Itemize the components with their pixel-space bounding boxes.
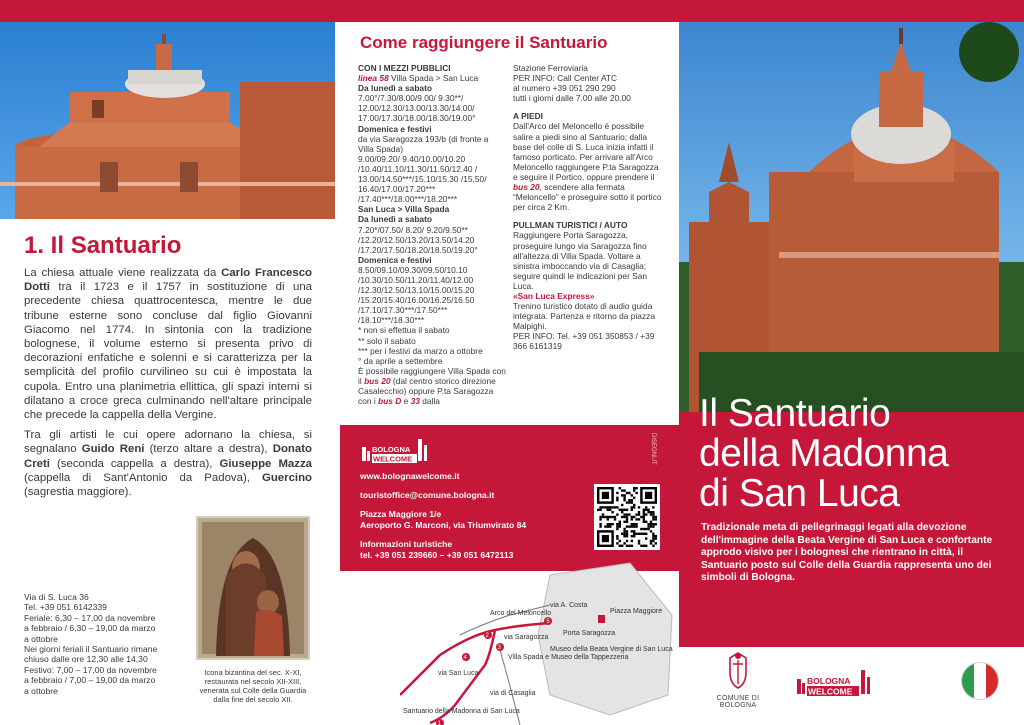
comune-label: COMUNE DI BOLOGNA: [716, 695, 760, 709]
map-marker-1: 1: [437, 721, 441, 725]
highlighted-name: Guercino: [261, 471, 312, 484]
sanctuary-dome-photo: [0, 22, 335, 219]
weekday-label: Da lunedì a sabato: [358, 83, 432, 94]
return-weekday-times: 7.20*/07.50/ 8.20/ 9.20/9.50** /12.20/12.50/13.20/13.50/14.20 /17.20/17.50/18.20/18.50/19.20°: [358, 224, 478, 255]
visitor-info-line: a ottobre: [24, 685, 58, 696]
cover-title-line-2: della Madonna: [699, 432, 949, 475]
san-luca-express-info: PER INFO: Tel. +39 051 350853 / +39 366 6161319: [513, 331, 655, 352]
line-58-destination: Villa Spada > San Luca: [388, 73, 479, 84]
panel-santuario-description: [0, 22, 340, 725]
return-weekday-label: Da lunedì a sabato: [358, 214, 432, 225]
map-label-via-costa: via A. Costa: [550, 602, 588, 609]
cover-logo-welcome: WELCOME: [808, 686, 853, 697]
station-info-line: PER INFO: Call Center ATC: [513, 73, 618, 84]
weekday-times: 7.00°/7.30/8.00/9.00/ 9.30**/ 12.00/12.30/13.00/13.30/14.00/ 17.00/17.30/18.00/18.30/19.00°: [358, 93, 476, 124]
public-transport-heading: CON I MEZZI PUBBLICI: [358, 63, 451, 73]
visitor-info-line: a febbraio / 6,30 – 19,00 da marzo: [24, 623, 156, 634]
visitor-info-block: [24, 592, 184, 696]
other-access-column: [513, 63, 663, 352]
cover-title: [699, 394, 948, 514]
text-run: È possibile raggiungere Villa Spada con il: [358, 365, 506, 386]
visitor-info-line: Feriale: 6,30 – 17,00 da novembre: [24, 612, 156, 623]
return-holiday-times: 8.50/09.10/09.30/09.50/10.10 /10.30/10.50/11.20/11.40/12.00 /12.30/12.50/13.10/15.00/15.20 /15.20/15.40/16.00/16.25/16.50 /17.10/17.30***/17.50*** /18.10***/18.30***: [358, 264, 475, 326]
website-link[interactable]: www.bolognawelcome.it: [360, 471, 460, 481]
visitor-info-line: a ottobre: [24, 633, 58, 644]
visitor-info-line: Via di S. Luca 36: [24, 592, 89, 602]
map-marker-2: 2: [485, 633, 489, 639]
station-info: [513, 63, 663, 103]
line-58-label: linea 58: [358, 73, 389, 84]
office-address-1: Piazza Maggiore 1/e: [360, 509, 442, 519]
holiday-stop: da via Saragozza 193/b (di fronte a Villa Spada): [358, 133, 489, 154]
bus-line: 33: [410, 396, 420, 407]
text-run: (cappella di Sant'Antonio da Padova),: [24, 471, 262, 484]
text-run: (dal centro storico direzione Casalecchio) oppure P.ta Saragozza con i: [358, 375, 496, 407]
map-label-arco: Arco del Meloncello: [490, 610, 552, 617]
highlighted-name: Donato Creti: [24, 443, 312, 470]
timetable-note: ** solo il sabato: [358, 335, 416, 346]
text-run: , scendere alla fermata “Meloncello” e proseguire sotto il portico per circa 2 Km.: [513, 182, 662, 213]
icon-caption: Icona bizantina del sec. X-XI, restaurata nel secolo XII-XIII, venerata sul Colle della Guardia dalla fine del secolo XII.: [199, 668, 307, 704]
visitor-info-line: chiuso dalle ore 12,30 alle 14,30: [24, 654, 148, 665]
map-marker-5: 5: [546, 619, 550, 625]
highlighted-name: Guido Reni: [81, 443, 145, 456]
office-address-2: Aeroporto G. Marconi, via Triumvirato 84: [360, 520, 527, 530]
map-label-santuario: Santuario della Madonna di San Luca: [403, 708, 520, 715]
bus-line: bus D: [378, 396, 402, 407]
highlighted-name: Carlo Francesco Dotti: [24, 267, 313, 294]
text-run: (sagrestia maggiore).: [24, 486, 132, 499]
timetable-note: * non si effettua il sabato: [358, 325, 450, 336]
description-paragraph-2: [24, 428, 312, 499]
station-info-line: Stazione Ferroviaria: [513, 63, 588, 73]
sanctuary-exterior-photo: [679, 22, 1024, 412]
section-heading: 1. Il Santuario: [24, 232, 182, 259]
visitor-info-line: Festivo: 7,00 – 17,00 da novembre: [24, 664, 157, 675]
logo-text-welcome: WELCOME: [373, 454, 413, 464]
timetable-note: *** per i festivi da marzo a ottobre: [358, 345, 483, 356]
map-label-piazza-maggiore: Piazza Maggiore: [610, 608, 663, 615]
holiday-times: 9.00/09.20/ 9.40/10.00/10.20 /10.40/11.10/11.30/11.50/12.40 / 13.00/14.50***/15.10/15.30 /15.50/ 16.40/17.00/17.20*** /17.40***/18.00***/18.20***: [358, 153, 487, 205]
station-info-line: tutti i giorni dalle 7.00 alle 20.00: [513, 93, 631, 104]
visitor-info-line: a febbraio / 7,00 – 19,00 da marzo: [24, 675, 156, 686]
bologna-welcome-logo: [362, 437, 432, 467]
italian-flag-icon: [961, 662, 999, 700]
map-label-via-casaglia: via di Casaglia: [490, 690, 536, 697]
text-run: dalla: [419, 396, 440, 407]
cover-title-line-1: Il Santuario: [699, 392, 891, 435]
logo-text-bologna: BOLOGNA: [372, 445, 411, 454]
map-label-villa-spada: Villa Spada e Museo della Tappezzeria: [508, 654, 629, 661]
timetable-notes: [358, 325, 506, 365]
panel-cover: [679, 22, 1024, 725]
on-foot-heading: A PIEDI: [513, 111, 543, 122]
san-luca-express-text: Trenino turistico dotato di audio guida integrata. Partenza e ritorno da piazza Malpighi.: [513, 301, 655, 332]
return-holiday-label: Domenica e festivi: [358, 254, 432, 265]
cover-title-line-3: di San Luca: [699, 472, 900, 515]
tourist-office-box: [340, 425, 679, 571]
return-route-label: San Luca > Villa Spada: [358, 204, 450, 215]
cover-tagline: Tradizionale meta di pellegrinaggi legati alla devozione dell'immagine della Beata Vergine di San Luca e confortante approdo visivo per i bolognesi che rientrano in città, il Santuario posto sul Colle della Guardia rappresenta uno dei simboli di Bologna.: [701, 522, 993, 584]
map-marker-4: 4: [463, 655, 467, 661]
section-heading-how-to-reach: Come raggiungere il Santuario: [360, 33, 608, 52]
bus-line: bus 20: [364, 375, 391, 386]
byzantine-icon-image: [196, 516, 310, 660]
text-run: (terzo altare a destra),: [144, 443, 273, 456]
holiday-label: Domenica e festivi: [358, 123, 432, 134]
top-color-band: [0, 0, 1024, 22]
bus-line: bus 20: [513, 182, 540, 193]
text-run: Dall'Arco del Meloncello è possibile salire a piedi sino al Santuario; dalla base del colle di S. Luca inizia infatti il famoso porticato. Per arrivare all'Arco Meloncello raggiungere P.ta Saragozza e seguire il Portico, oppure prendere il: [513, 121, 659, 182]
coach-car-heading: PULLMAN TURISTICI / AUTO: [513, 220, 628, 231]
qr-code[interactable]: [594, 484, 660, 550]
map-marker-3: 3: [497, 645, 501, 651]
city-crest-icon: [718, 650, 758, 690]
public-transport-column: [358, 63, 506, 406]
bologna-welcome-logo-cover: [797, 668, 877, 700]
timetable-note: ° da aprile a settembre: [358, 355, 443, 366]
map-label-porta-saragozza: Porta Saragozza: [563, 630, 616, 637]
line-58-route: [358, 73, 506, 83]
panel-how-to-reach: [340, 22, 679, 725]
visitor-info-line: Tel. +39 051 6142339: [24, 602, 107, 613]
email-link[interactable]: touristoffice@comune.bologna.it: [360, 490, 495, 500]
cover-logo-bologna: BOLOGNA: [807, 676, 851, 686]
santuario-description: [24, 266, 312, 505]
tourist-info-label: Informazioni turistiche: [360, 539, 453, 549]
text-run: e: [401, 396, 411, 407]
tourist-info-phone: tel. +39 051 239660 – +39 051 6472113: [360, 550, 514, 560]
visitor-info-line: Nei giorni feriali il Santuario rimane: [24, 644, 158, 655]
text-run: Tra gli artisti le cui opere adornano la chiesa, si segnalano: [24, 429, 312, 456]
map-label-via-san-luca: via San Luca: [438, 670, 479, 677]
text-run: La chiesa attuale viene realizzata da: [24, 267, 222, 279]
description-paragraph-1: [24, 266, 312, 422]
text-run: (seconda cappella a destra),: [49, 457, 220, 470]
highlighted-name: Giuseppe Mazza: [219, 457, 312, 470]
other-bus-options: [358, 366, 506, 406]
map-label-via-saragozza: via Saragozza: [504, 634, 549, 641]
map-label-museo: Museo della Beata Vergine di San Luca: [550, 646, 673, 653]
route-map: [400, 555, 679, 725]
text-run: tra il 1723 e il 1757 in sostituzione di una precedente chiesa quattrocentesca, mentre le due tribune esterne sono concluse dal figlio Giovanni Giacomo nel 1774. In sintonia con la tradizione bolognese, il volume esterno si presenta privo di decorazioni enfatiche e solenni e si caratterizza per la semplicità del profilo curvilineo su cui è impostata la cupola. Entro una planimetria ellittica, gli spazi interni si dilatano a croce greca culminando nell'altare principale che precede la cappella della Vergine.: [24, 281, 312, 422]
san-luca-express-title: «San Luca Express»: [513, 290, 595, 301]
station-info-line: al numero +39 051 290 290: [513, 83, 616, 94]
comune-di-bologna-logo: [703, 650, 773, 709]
on-foot-text: [513, 121, 663, 212]
coach-car-text: Raggiungere Porta Saragozza, proseguire lungo via Saragozza fino all'altezza di Villa Spada. Voltare a sinistra imboccando via di Casaglia; seguire quindi le indicazioni per San Luca.: [513, 230, 648, 291]
design-credit: DISEGNI.IT: [650, 433, 656, 465]
